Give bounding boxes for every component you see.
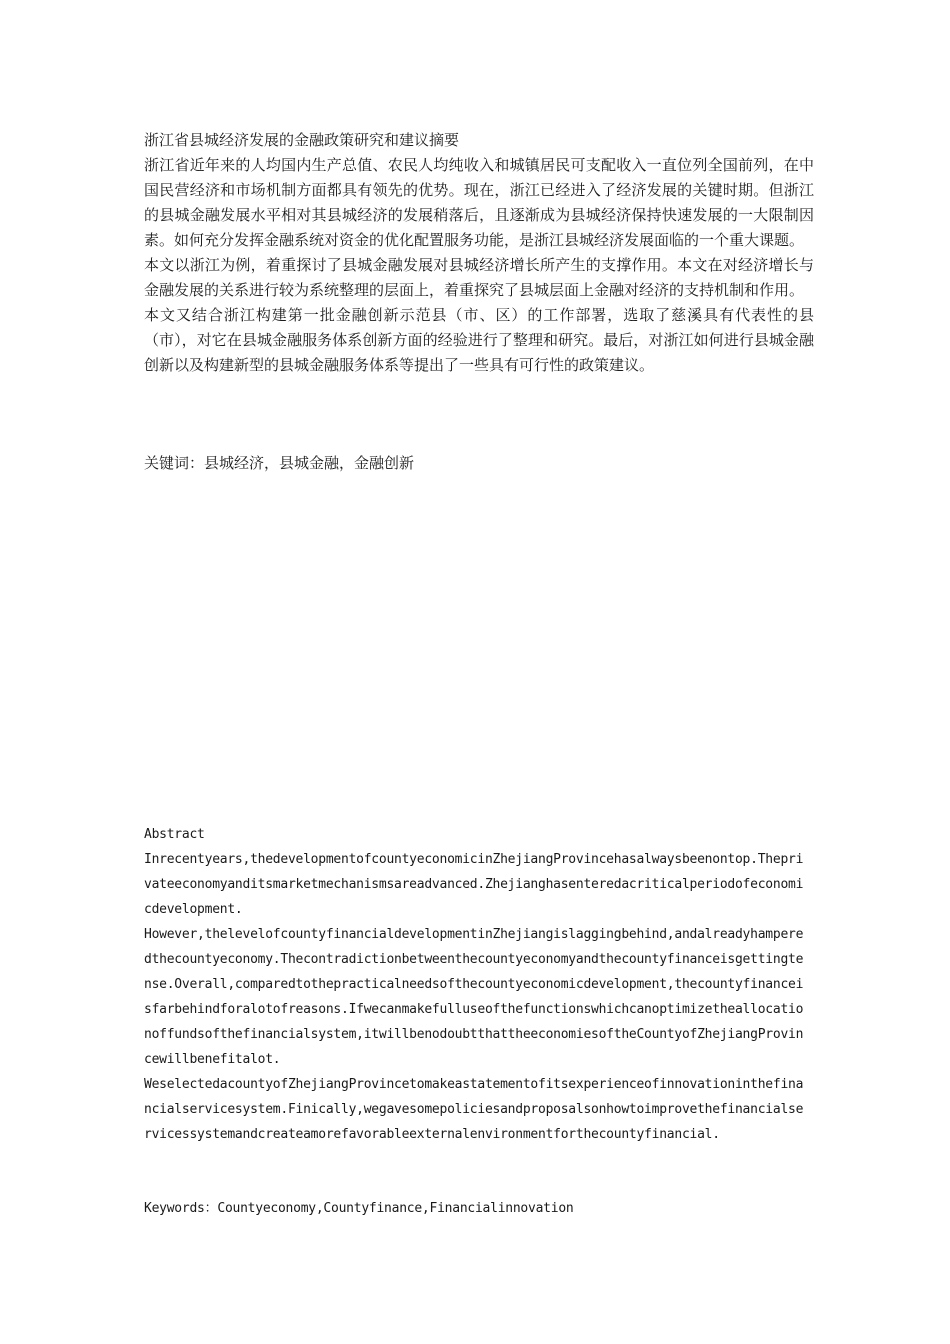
chinese-keywords: 关键词：县城经济，县城金融，金融创新	[144, 454, 415, 472]
chinese-paragraph-1: 浙江省近年来的人均国内生产总值、农民人均纯收入和城镇居民可支配收入一直位列全国前列，在中国民营经济和市场机制方面都具有领先的优势。现在，浙江已经进入了经济发展的关键时期。但浙江的县城金融发展水平相对其县城经济的发展稍落后，且逐渐成为县城经济保持快速发展的一大限制因素。如何充分发挥金融系统对资金的优化配置服务功能，是浙江县城经济发展面临的一个重大课题。	[144, 156, 814, 249]
chinese-paragraph-3: 本文又结合浙江构建第一批金融创新示范县（市、区）的工作部署，选取了慈溪具有代表性的县（市），对它在县城金融服务体系创新方面的经验进行了整理和研究。最后，对浙江如何进行县城金融创新以及构建新型的县城金融服务体系等提出了一些具有可行性的政策建议。	[144, 306, 814, 374]
english-paragraph-3: WeselectedacountyofZhejiangProvincetomakeastatementofitsexperienceofinnovationinthefinancialservicesystem.Finically,wegavesomepoliciesandproposalsonhowtoimprovethefinancialservicessystemandcreateamorefavorableexternalenvironmentforthecountyfinancial.	[144, 1077, 804, 1142]
english-paragraph-1: Inrecentyears,thedevelopmentofcountyeconomicinZhejiangProvincehasalwaysbeenontop.Theprivateeconomyanditsmarketmechanismsareadvanced.Zhejianghasenteredacriticalperiodofeconomicdevelopment.	[144, 852, 804, 917]
english-abstract	[144, 822, 808, 1147]
english-title: Abstract	[144, 827, 205, 842]
english-keywords: Keywords：Countyeconomy,Countyfinance,Financialinnovation	[144, 1201, 574, 1216]
english-keywords-section	[144, 1196, 808, 1221]
chinese-abstract	[144, 128, 814, 378]
english-paragraph-2: However,thelevelofcountyfinancialdevelopmentinZhejiangislaggingbehind,andalreadyhamperedthecountyeconomy.Thecontradictionbetweenthecountyeconomyandthecountyfinanceisgettingtense.Overall,comparedtothepracticalneedsofthecountyeconomicdevelopment,thecountyfinanceisfarbehindforalotofreasons.Ifwecanmakefulluseofthefunctionswhichcanoptimizetheallocationoffundsofthefinancialsystem,itwillbenodoubtthattheeconomiesoftheCountyofZhejiangProvincewillbenefitalot.	[144, 927, 804, 1067]
chinese-keywords-section	[144, 451, 814, 476]
chinese-title: 浙江省县城经济发展的金融政策研究和建议摘要	[144, 131, 460, 149]
chinese-paragraph-2: 本文以浙江为例，着重探讨了县城金融发展对县城经济增长所产生的支撑作用。本文在对经济增长与金融发展的关系进行较为系统整理的层面上，着重探究了县城层面上金融对经济的支持机制和作用。	[144, 256, 814, 299]
